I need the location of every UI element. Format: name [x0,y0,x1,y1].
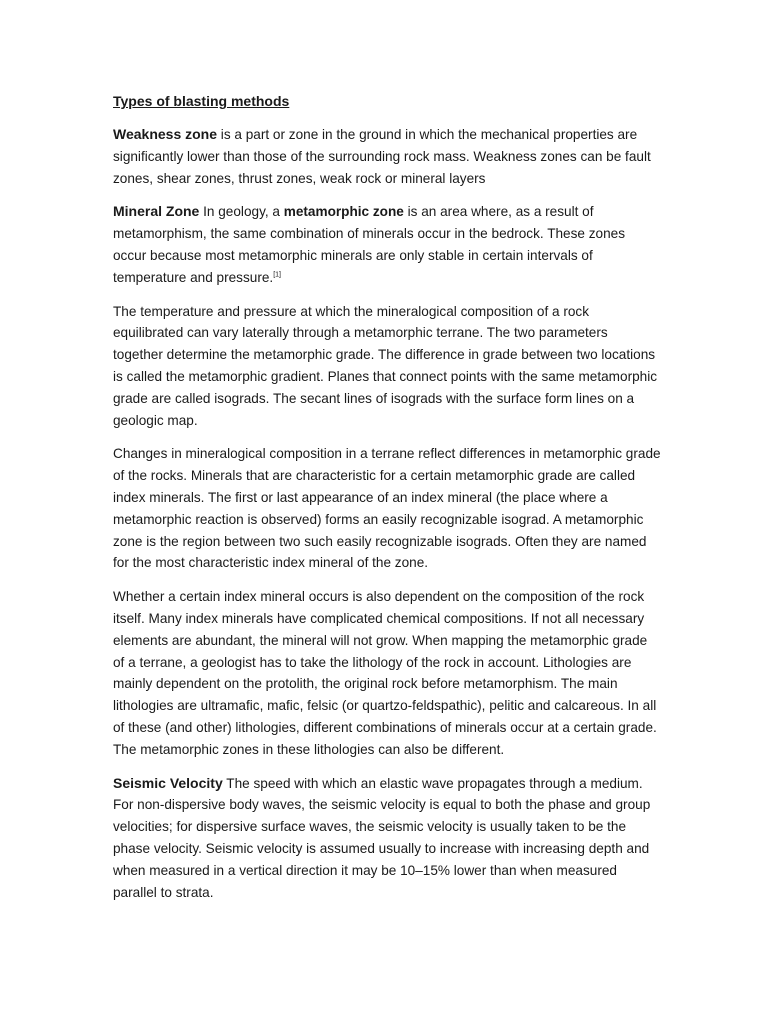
mineral-zone-term: Mineral Zone [113,203,200,220]
weakness-zone-paragraph [113,124,661,189]
metamorphic-zone-phrase: metamorphic zone [283,204,404,220]
footnote-reference[interactable]: [1] [273,271,281,279]
document-page [113,90,661,915]
body-paragraph: Whether a certain index mineral occurs is also dependent on the composition of the rock itself. Many index minerals have complicated chemical compositions. If not all necessary elements are abundant, the mineral will not grow. When mapping the metamorphic grade of a terrane, a geologist has to take the lithology of the rock in account. Lithologies are mainly dependent on the protolith, the original rock before metamorphism. The main lithologies are ultramafic, mafic, felsic (or quartzo-feldspathic), pelitic and calcareous. In all of these (and other) lithologies, different combinations of minerals occur at a certain grade. The metamorphic zones in these lithologies can also be different. [113,589,657,757]
document-title: Types of blasting methods [113,93,290,109]
weakness-zone-term: Weakness zone [113,126,218,142]
mineral-zone-paragraph [113,201,661,288]
seismic-velocity-term: Seismic Velocity [113,774,223,791]
mineral-zone-text: is an area where, as a result of metamorphism, the same combination of minerals occur in the bedrock. These zones occur because most metamorphic minerals are only stable in certain intervals of temperature and pressure. [113,204,626,285]
seismic-velocity-text: The speed with which an elastic wave propagates through a medium. For non-dispersive body waves, the seismic velocity is equal to both the phase and group velocities; for dispersive surface waves, the seismic velocity is usually taken to be the phase velocity. Seismic velocity is assumed usually to increase with increasing depth and when measured in a vertical direction it may be 10–15% lower than when measured parallel to strata. [113,775,651,900]
weakness-zone-text: is a part or zone in the ground in which the mechanical properties are significantly lower than those of the surrounding rock mass. Weakness zones can be fault zones, shear zones, thrust zones, weak rock or mineral layers [113,127,651,186]
body-paragraph: The temperature and pressure at which the mineralogical composition of a rock equilibrated can vary laterally through a metamorphic terrane. The two parameters together determine the metamorphic grade. The difference in grade between two locations is called the metamorphic gradient. Planes that connect points with the same metamorphic grade are called isograds. The secant lines of isograds with the surface form lines on a geologic map. [113,303,658,428]
body-paragraph: Changes in mineralogical composition in a terrane reflect differences in metamorphic grade of the rocks. Minerals that are characteristic for a certain metamorphic grade are called index minerals. The first or last appearance of an index mineral (the place where a metamorphic reaction is observed) forms an easily recognizable isograd. A metamorphic zone is the region between two such easily recognizable isograds. Often they are named for the most characteristic index mineral of the zone. [113,446,661,571]
seismic-velocity-paragraph [113,773,661,904]
mineral-zone-lead: In geology, a [199,204,284,220]
